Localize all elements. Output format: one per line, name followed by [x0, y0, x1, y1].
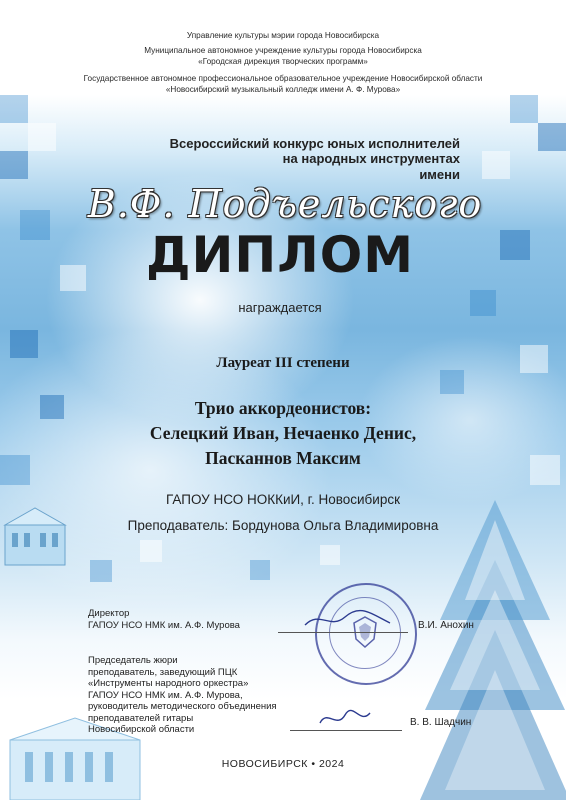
snowy-tree-illustration — [420, 500, 566, 800]
jury-chair-block — [88, 655, 277, 736]
director-signature — [300, 605, 400, 633]
jury-signature — [315, 705, 375, 733]
org-header-line3a: Государственное автономное профессиональное образовательное учреждение Новосибирской области — [83, 74, 483, 83]
jury-chair-name: В. В. Шадчин — [410, 717, 472, 728]
diploma-title: ДИПЛОМ — [145, 226, 414, 284]
jury-line5: руководитель методического объединения — [88, 701, 277, 712]
city-year: НОВОСИБИРСК • 2024 — [221, 758, 345, 770]
jury-line6: преподавателей гитары — [88, 712, 194, 724]
contest-title-line2: на народных инструментах — [282, 151, 460, 166]
director-organization: ГАПОУ НСО НМК им. А.Ф. Мурова — [88, 620, 240, 631]
org-header-line1: Управление культуры мэрии города Новосибирска — [186, 31, 380, 40]
jury-line3: «Инструменты народного оркестра» — [88, 678, 249, 689]
recipients-line3: Пасканнов Максим — [205, 448, 361, 468]
jury-line2: преподаватель, заведующий ПЦК — [88, 666, 238, 678]
org-header-line3 — [40, 73, 526, 95]
director-title: Директор — [88, 608, 130, 619]
jury-line4: ГАПОУ НСО НМК им. А.Ф. Мурова, — [88, 689, 243, 701]
org-header-line2a: Муниципальное автономное учреждение культуры города Новосибирска — [144, 46, 422, 55]
laureate-degree: Лауреат III степени — [216, 355, 350, 371]
contest-title-line3: имени — [419, 167, 460, 182]
org-header-line2b: «Городская дирекция творческих программ» — [198, 57, 368, 66]
jury-line1: Председатель жюри — [88, 655, 178, 666]
contest-title-line1: Всероссийский конкурс юных исполнителей — [169, 136, 460, 151]
jury-line7: Новосибирской области — [88, 724, 195, 735]
official-stamp — [315, 583, 417, 685]
org-header-line3b: «Новосибирский музыкальный колледж имени А. Ф. Мурова» — [165, 85, 401, 94]
contest-name-script: В.Ф. Подъельского — [87, 182, 483, 226]
recipients-line1: Трио аккордеонистов: — [194, 398, 372, 418]
building-illustration — [0, 500, 70, 570]
teacher-name: Преподаватель: Бордунова Ольга Владимировна — [127, 518, 439, 533]
director-name: В.И. Анохин — [418, 620, 474, 631]
awarded-text: награждается — [238, 300, 322, 315]
recipients-line2: Селецкий Иван, Нечаенко Денис, — [149, 423, 417, 443]
org-header-line2 — [40, 45, 526, 67]
school-name: ГАПОУ НСО НОККиИ, г. Новосибирск — [166, 492, 400, 507]
